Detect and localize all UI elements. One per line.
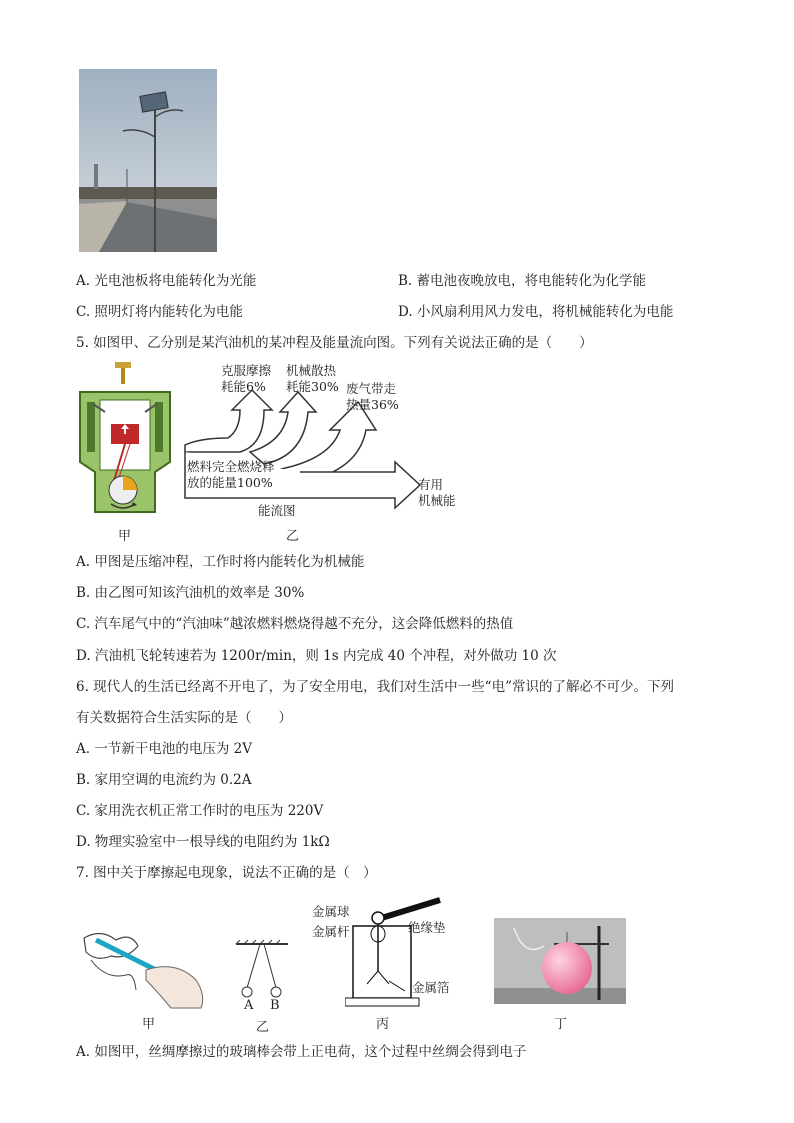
- q6-option-b: B. 家用空调的电流约为 0.2A: [76, 772, 252, 788]
- flow-friction-line1: 克服摩擦: [221, 363, 272, 378]
- label-metal-foil: 金属箔: [412, 980, 450, 995]
- flow-caption: 能流图: [258, 503, 296, 518]
- label-metal-rod: 金属杆: [312, 924, 350, 939]
- flow-fuel-line1: 燃料完全燃烧释: [187, 459, 275, 474]
- ball-label-b: B: [270, 998, 280, 1013]
- label-metal-ball: 金属球: [312, 904, 350, 919]
- q7-label-bing: 丙: [376, 1017, 390, 1032]
- ball-label-a: A: [244, 998, 254, 1013]
- flow-heat-line2: 耗能30%: [286, 379, 339, 394]
- q6-stem-line2: 有关数据符合生活实际的是（ ）: [76, 710, 292, 726]
- q5-option-c: C. 汽车尾气中的“汽油味”越浓燃料燃烧得越不充分，这会降低燃料的热值: [76, 616, 514, 632]
- q4-option-a: A. 光电池板将电能转化为光能: [76, 273, 257, 289]
- label-insulator: 绝缘垫: [408, 920, 446, 935]
- flow-friction-line2: 耗能6%: [221, 379, 266, 394]
- flow-useful-line2: 机械能: [418, 493, 456, 508]
- q7-stem: 7. 图中关于摩擦起电现象，说法不正确的是（ ）: [76, 865, 377, 881]
- q6-option-d: D. 物理实验室中一根导线的电阻约为 1kΩ: [76, 834, 330, 850]
- flow-fuel-line2: 放的能量100%: [187, 475, 273, 490]
- q7-label-yi: 乙: [256, 1020, 270, 1035]
- q4-option-b: B. 蓄电池夜晚放电，将电能转化为化学能: [398, 273, 647, 289]
- q6-stem-line1: 6. 现代人的生活已经离不开电了，为了安全用电，我们对生活中一些“电”常识的了解必不可少。下列: [76, 679, 674, 695]
- balloon-photo: [494, 918, 626, 1004]
- solar-streetlamp-photo: [79, 69, 217, 252]
- flow-exhaust-line2: 热量36%: [346, 397, 399, 412]
- q5-stem: 5. 如图甲、乙分别是某汽油机的某冲程及能量流向图。下列有关说法正确的是（ ）: [76, 335, 593, 351]
- flow-useful-line1: 有用: [418, 477, 444, 492]
- q4-option-c: C. 照明灯将内能转化为电能: [76, 304, 243, 320]
- q6-option-a: A. 一节新干电池的电压为 2V: [76, 741, 252, 757]
- figure-label-jia: 甲: [118, 529, 132, 544]
- q5-option-d: D. 汽油机飞轮转速若为 1200r/min，则 1s 内完成 40 个冲程，对外做功 10 次: [76, 648, 557, 664]
- figure-label-yi: 乙: [286, 529, 300, 544]
- q7-label-ding: 丁: [554, 1017, 568, 1032]
- q6-option-c: C. 家用洗衣机正常工作时的电压为 220V: [76, 803, 324, 819]
- q7-label-jia: 甲: [142, 1017, 156, 1032]
- q4-option-d: D. 小风扇利用风力发电，将机械能转化为电能: [398, 304, 674, 320]
- q5-option-a: A. 甲图是压缩冲程，工作时将内能转化为机械能: [76, 554, 365, 570]
- flow-heat-line1: 机械散热: [286, 363, 337, 378]
- flow-exhaust-line1: 废气带走: [346, 381, 397, 396]
- q7-option-a: A. 如图甲，丝绸摩擦过的玻璃棒会带上正电荷，这个过程中丝绸会得到电子: [76, 1044, 527, 1060]
- rubbing-glass-rod-illustration: [76, 920, 211, 1010]
- q5-option-b: B. 由乙图可知该汽油机的效率是 30%: [76, 585, 305, 601]
- engine-cylinder-diagram: [75, 362, 180, 522]
- hanging-balls-diagram: [232, 940, 292, 1000]
